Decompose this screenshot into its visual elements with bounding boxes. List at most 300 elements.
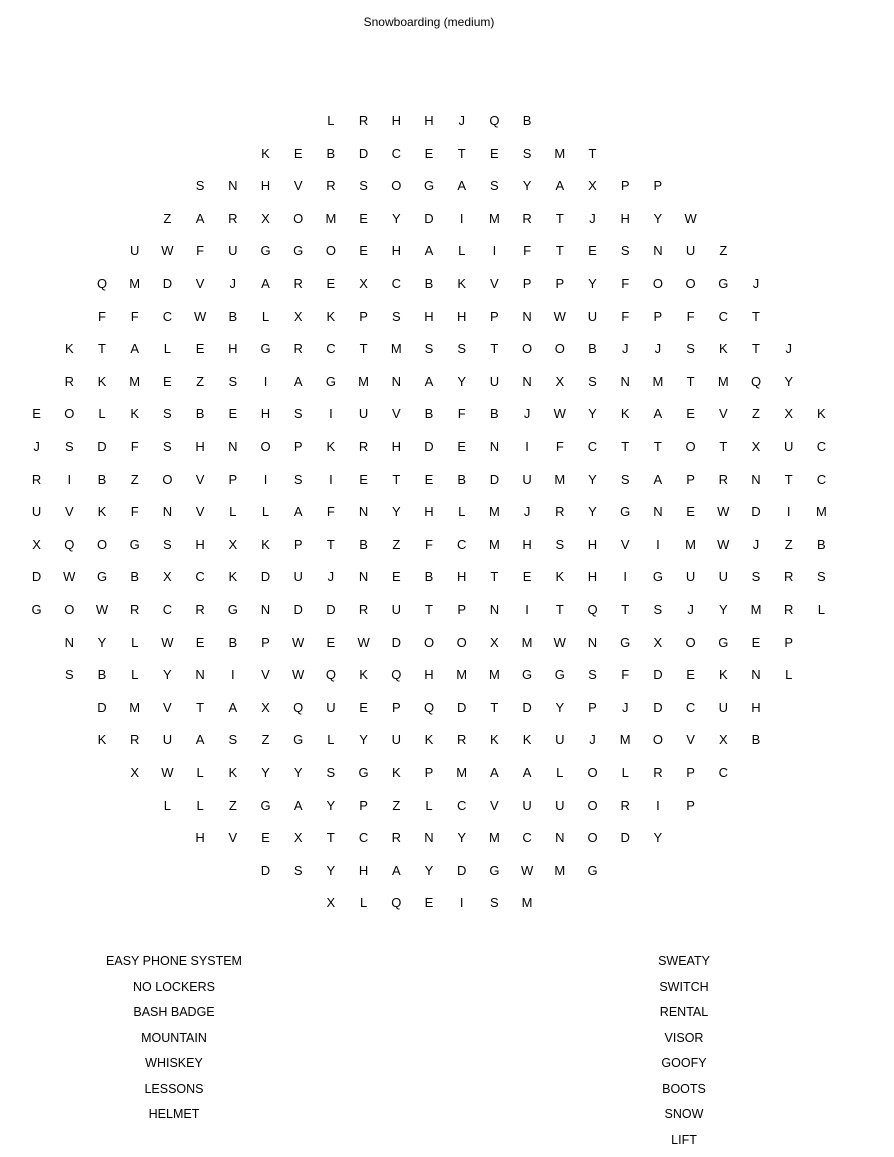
grid-letter[interactable]: S	[59, 439, 79, 455]
grid-letter[interactable]: S	[223, 732, 243, 748]
grid-letter[interactable]: X	[713, 732, 733, 748]
grid-letter[interactable]: D	[517, 700, 537, 716]
grid-letter[interactable]: H	[386, 439, 406, 455]
grid-letter[interactable]: N	[517, 374, 537, 390]
grid-letter[interactable]: F	[615, 667, 635, 683]
grid-letter[interactable]: Y	[648, 830, 668, 846]
grid-letter[interactable]: C	[190, 569, 210, 585]
grid-letter[interactable]: R	[190, 602, 210, 618]
grid-letter[interactable]: L	[354, 895, 374, 911]
grid-letter[interactable]: Q	[386, 895, 406, 911]
grid-letter[interactable]: K	[517, 732, 537, 748]
grid-letter[interactable]: N	[386, 374, 406, 390]
grid-letter[interactable]: B	[92, 472, 112, 488]
grid-letter[interactable]: Y	[583, 276, 603, 292]
grid-letter[interactable]: Z	[256, 732, 276, 748]
grid-letter[interactable]: T	[354, 341, 374, 357]
grid-letter[interactable]: B	[223, 635, 243, 651]
grid-letter[interactable]: Z	[386, 798, 406, 814]
grid-letter[interactable]: B	[517, 113, 537, 129]
grid-letter[interactable]: E	[354, 211, 374, 227]
grid-letter[interactable]: N	[648, 243, 668, 259]
grid-letter[interactable]: E	[190, 635, 210, 651]
grid-letter[interactable]: K	[484, 732, 504, 748]
grid-letter[interactable]: W	[157, 635, 177, 651]
grid-letter[interactable]: K	[223, 765, 243, 781]
grid-letter[interactable]: R	[648, 765, 668, 781]
grid-letter[interactable]: B	[223, 309, 243, 325]
grid-letter[interactable]: V	[713, 406, 733, 422]
grid-letter[interactable]: A	[484, 765, 504, 781]
grid-letter[interactable]: M	[746, 602, 766, 618]
grid-letter[interactable]: J	[517, 406, 537, 422]
grid-letter[interactable]: E	[354, 243, 374, 259]
grid-letter[interactable]: O	[321, 243, 341, 259]
grid-letter[interactable]: H	[190, 439, 210, 455]
grid-letter[interactable]: O	[583, 798, 603, 814]
grid-letter[interactable]: E	[386, 569, 406, 585]
grid-letter[interactable]: I	[779, 504, 799, 520]
grid-letter[interactable]: U	[681, 569, 701, 585]
grid-letter[interactable]: L	[811, 602, 831, 618]
grid-letter[interactable]: K	[713, 341, 733, 357]
grid-letter[interactable]: T	[484, 341, 504, 357]
grid-letter[interactable]: P	[354, 798, 374, 814]
grid-letter[interactable]: O	[288, 211, 308, 227]
grid-letter[interactable]: M	[452, 667, 472, 683]
grid-letter[interactable]: E	[288, 146, 308, 162]
grid-letter[interactable]: B	[746, 732, 766, 748]
grid-letter[interactable]: M	[550, 472, 570, 488]
grid-letter[interactable]: T	[648, 439, 668, 455]
grid-letter[interactable]: Y	[256, 765, 276, 781]
grid-letter[interactable]: M	[484, 537, 504, 553]
grid-letter[interactable]: N	[223, 178, 243, 194]
grid-letter[interactable]: X	[550, 374, 570, 390]
grid-letter[interactable]: U	[517, 472, 537, 488]
grid-letter[interactable]: Y	[321, 863, 341, 879]
grid-letter[interactable]: O	[157, 472, 177, 488]
grid-letter[interactable]: B	[419, 406, 439, 422]
grid-letter[interactable]: E	[746, 635, 766, 651]
grid-letter[interactable]: P	[419, 765, 439, 781]
grid-letter[interactable]: Z	[713, 243, 733, 259]
grid-letter[interactable]: Y	[779, 374, 799, 390]
grid-letter[interactable]: R	[354, 602, 374, 618]
grid-letter[interactable]: U	[125, 243, 145, 259]
grid-letter[interactable]: S	[321, 765, 341, 781]
grid-letter[interactable]: J	[517, 504, 537, 520]
grid-letter[interactable]: M	[484, 830, 504, 846]
grid-letter[interactable]: L	[223, 504, 243, 520]
grid-letter[interactable]: T	[484, 700, 504, 716]
grid-letter[interactable]: M	[615, 732, 635, 748]
grid-letter[interactable]: N	[223, 439, 243, 455]
grid-letter[interactable]: G	[27, 602, 47, 618]
grid-letter[interactable]: O	[59, 406, 79, 422]
grid-letter[interactable]: J	[746, 276, 766, 292]
grid-letter[interactable]: B	[583, 341, 603, 357]
grid-letter[interactable]: R	[517, 211, 537, 227]
grid-letter[interactable]: X	[583, 178, 603, 194]
grid-letter[interactable]: F	[615, 309, 635, 325]
grid-letter[interactable]: G	[550, 667, 570, 683]
grid-letter[interactable]: T	[746, 309, 766, 325]
grid-letter[interactable]: S	[811, 569, 831, 585]
grid-letter[interactable]: R	[452, 732, 472, 748]
grid-letter[interactable]: P	[386, 700, 406, 716]
grid-letter[interactable]: Y	[452, 374, 472, 390]
grid-letter[interactable]: P	[256, 635, 276, 651]
grid-letter[interactable]: D	[256, 863, 276, 879]
grid-letter[interactable]: D	[256, 569, 276, 585]
grid-letter[interactable]: U	[517, 798, 537, 814]
grid-letter[interactable]: L	[190, 798, 210, 814]
grid-letter[interactable]: K	[223, 569, 243, 585]
grid-letter[interactable]: R	[386, 830, 406, 846]
grid-letter[interactable]: T	[321, 830, 341, 846]
grid-letter[interactable]: J	[615, 341, 635, 357]
grid-letter[interactable]: E	[223, 406, 243, 422]
grid-letter[interactable]: N	[354, 504, 374, 520]
grid-letter[interactable]: J	[681, 602, 701, 618]
grid-letter[interactable]: N	[517, 309, 537, 325]
grid-letter[interactable]: Q	[59, 537, 79, 553]
grid-letter[interactable]: L	[256, 504, 276, 520]
grid-letter[interactable]: S	[615, 243, 635, 259]
grid-letter[interactable]: G	[615, 635, 635, 651]
grid-letter[interactable]: Z	[125, 472, 145, 488]
grid-letter[interactable]: L	[452, 504, 472, 520]
grid-letter[interactable]: U	[386, 732, 406, 748]
grid-letter[interactable]: S	[517, 146, 537, 162]
grid-letter[interactable]: K	[419, 732, 439, 748]
grid-letter[interactable]: O	[92, 537, 112, 553]
grid-letter[interactable]: H	[452, 309, 472, 325]
grid-letter[interactable]: H	[419, 309, 439, 325]
grid-letter[interactable]: A	[386, 863, 406, 879]
grid-letter[interactable]: H	[615, 211, 635, 227]
grid-letter[interactable]: O	[256, 439, 276, 455]
grid-letter[interactable]: U	[713, 569, 733, 585]
grid-letter[interactable]: G	[321, 374, 341, 390]
grid-letter[interactable]: S	[190, 178, 210, 194]
grid-letter[interactable]: Z	[779, 537, 799, 553]
grid-letter[interactable]: E	[157, 374, 177, 390]
grid-letter[interactable]: N	[484, 439, 504, 455]
grid-letter[interactable]: H	[583, 537, 603, 553]
grid-letter[interactable]: O	[681, 635, 701, 651]
grid-letter[interactable]: X	[321, 895, 341, 911]
grid-letter[interactable]: B	[452, 472, 472, 488]
grid-letter[interactable]: N	[615, 374, 635, 390]
grid-letter[interactable]: S	[746, 569, 766, 585]
grid-letter[interactable]: T	[550, 211, 570, 227]
grid-letter[interactable]: E	[419, 146, 439, 162]
grid-letter[interactable]: L	[256, 309, 276, 325]
grid-letter[interactable]: G	[484, 863, 504, 879]
grid-letter[interactable]: P	[354, 309, 374, 325]
grid-letter[interactable]: K	[354, 667, 374, 683]
grid-letter[interactable]: I	[223, 667, 243, 683]
grid-letter[interactable]: W	[550, 309, 570, 325]
grid-letter[interactable]: Q	[583, 602, 603, 618]
grid-letter[interactable]: M	[681, 537, 701, 553]
grid-letter[interactable]: A	[648, 472, 668, 488]
grid-letter[interactable]: M	[125, 374, 145, 390]
grid-letter[interactable]: Q	[746, 374, 766, 390]
grid-letter[interactable]: M	[452, 765, 472, 781]
grid-letter[interactable]: I	[256, 472, 276, 488]
grid-letter[interactable]: U	[288, 569, 308, 585]
grid-letter[interactable]: Z	[157, 211, 177, 227]
grid-letter[interactable]: Q	[484, 113, 504, 129]
grid-letter[interactable]: O	[648, 732, 668, 748]
grid-letter[interactable]: M	[550, 146, 570, 162]
grid-letter[interactable]: L	[92, 406, 112, 422]
grid-letter[interactable]: P	[452, 602, 472, 618]
grid-letter[interactable]: B	[354, 537, 374, 553]
grid-letter[interactable]: S	[648, 602, 668, 618]
grid-letter[interactable]: C	[517, 830, 537, 846]
grid-letter[interactable]: J	[746, 537, 766, 553]
grid-letter[interactable]: B	[321, 146, 341, 162]
grid-letter[interactable]: X	[484, 635, 504, 651]
grid-letter[interactable]: O	[681, 439, 701, 455]
grid-letter[interactable]: P	[288, 537, 308, 553]
grid-letter[interactable]: V	[59, 504, 79, 520]
grid-letter[interactable]: V	[256, 667, 276, 683]
grid-letter[interactable]: G	[583, 863, 603, 879]
grid-letter[interactable]: E	[190, 341, 210, 357]
grid-letter[interactable]: D	[92, 439, 112, 455]
grid-letter[interactable]: N	[256, 602, 276, 618]
grid-letter[interactable]: Y	[517, 178, 537, 194]
grid-letter[interactable]: D	[92, 700, 112, 716]
grid-letter[interactable]: L	[419, 798, 439, 814]
grid-letter[interactable]: J	[648, 341, 668, 357]
grid-letter[interactable]: I	[517, 602, 537, 618]
grid-letter[interactable]: Q	[386, 667, 406, 683]
grid-letter[interactable]: M	[484, 504, 504, 520]
grid-letter[interactable]: Y	[583, 406, 603, 422]
grid-letter[interactable]: A	[256, 276, 276, 292]
grid-letter[interactable]: S	[615, 472, 635, 488]
grid-letter[interactable]: W	[288, 635, 308, 651]
grid-letter[interactable]: Y	[713, 602, 733, 618]
grid-letter[interactable]: R	[354, 113, 374, 129]
grid-letter[interactable]: B	[811, 537, 831, 553]
grid-letter[interactable]: P	[517, 276, 537, 292]
grid-letter[interactable]: M	[484, 211, 504, 227]
grid-letter[interactable]: A	[419, 243, 439, 259]
grid-letter[interactable]: D	[157, 276, 177, 292]
grid-letter[interactable]: V	[190, 504, 210, 520]
grid-letter[interactable]: C	[811, 472, 831, 488]
grid-letter[interactable]: J	[615, 700, 635, 716]
grid-letter[interactable]: Z	[190, 374, 210, 390]
grid-letter[interactable]: K	[811, 406, 831, 422]
grid-letter[interactable]: T	[583, 146, 603, 162]
grid-letter[interactable]: U	[713, 700, 733, 716]
grid-letter[interactable]: B	[419, 569, 439, 585]
grid-letter[interactable]: S	[484, 895, 504, 911]
grid-letter[interactable]: A	[190, 732, 210, 748]
grid-letter[interactable]: R	[27, 472, 47, 488]
grid-letter[interactable]: R	[288, 276, 308, 292]
grid-letter[interactable]: Y	[452, 830, 472, 846]
grid-letter[interactable]: Y	[92, 635, 112, 651]
grid-letter[interactable]: D	[419, 439, 439, 455]
grid-letter[interactable]: L	[550, 765, 570, 781]
grid-letter[interactable]: S	[354, 178, 374, 194]
grid-letter[interactable]: G	[223, 602, 243, 618]
grid-letter[interactable]: K	[615, 406, 635, 422]
grid-letter[interactable]: V	[681, 732, 701, 748]
grid-letter[interactable]: D	[452, 863, 472, 879]
grid-letter[interactable]: N	[157, 504, 177, 520]
grid-letter[interactable]: P	[681, 798, 701, 814]
grid-letter[interactable]: F	[125, 504, 145, 520]
grid-letter[interactable]: T	[746, 341, 766, 357]
grid-letter[interactable]: G	[517, 667, 537, 683]
grid-letter[interactable]: V	[190, 276, 210, 292]
grid-letter[interactable]: T	[615, 439, 635, 455]
grid-letter[interactable]: S	[419, 341, 439, 357]
grid-letter[interactable]: J	[452, 113, 472, 129]
grid-letter[interactable]: K	[125, 406, 145, 422]
grid-letter[interactable]: V	[615, 537, 635, 553]
grid-letter[interactable]: G	[92, 569, 112, 585]
grid-letter[interactable]: Y	[648, 211, 668, 227]
grid-letter[interactable]: F	[452, 406, 472, 422]
grid-letter[interactable]: U	[27, 504, 47, 520]
grid-letter[interactable]: A	[288, 798, 308, 814]
grid-letter[interactable]: S	[583, 374, 603, 390]
grid-letter[interactable]: G	[615, 504, 635, 520]
grid-letter[interactable]: W	[517, 863, 537, 879]
grid-letter[interactable]: F	[190, 243, 210, 259]
grid-letter[interactable]: A	[452, 178, 472, 194]
grid-letter[interactable]: E	[681, 504, 701, 520]
grid-letter[interactable]: O	[419, 635, 439, 651]
grid-letter[interactable]: M	[517, 895, 537, 911]
grid-letter[interactable]: Y	[550, 700, 570, 716]
grid-letter[interactable]: C	[157, 309, 177, 325]
grid-letter[interactable]: L	[157, 798, 177, 814]
grid-letter[interactable]: N	[354, 569, 374, 585]
grid-letter[interactable]: R	[59, 374, 79, 390]
grid-letter[interactable]: I	[517, 439, 537, 455]
grid-letter[interactable]: U	[484, 374, 504, 390]
grid-letter[interactable]: A	[288, 504, 308, 520]
grid-letter[interactable]: H	[517, 537, 537, 553]
grid-letter[interactable]: P	[223, 472, 243, 488]
grid-letter[interactable]: D	[321, 602, 341, 618]
grid-letter[interactable]: R	[550, 504, 570, 520]
grid-letter[interactable]: H	[256, 406, 276, 422]
grid-letter[interactable]: C	[452, 537, 472, 553]
grid-letter[interactable]: W	[550, 635, 570, 651]
grid-letter[interactable]: T	[484, 569, 504, 585]
grid-letter[interactable]: R	[223, 211, 243, 227]
grid-letter[interactable]: B	[484, 406, 504, 422]
grid-letter[interactable]: H	[256, 178, 276, 194]
grid-letter[interactable]: B	[125, 569, 145, 585]
grid-letter[interactable]: W	[157, 765, 177, 781]
grid-letter[interactable]: P	[779, 635, 799, 651]
grid-letter[interactable]: G	[256, 798, 276, 814]
grid-letter[interactable]: W	[681, 211, 701, 227]
grid-letter[interactable]: A	[517, 765, 537, 781]
grid-letter[interactable]: D	[386, 635, 406, 651]
grid-letter[interactable]: C	[811, 439, 831, 455]
grid-letter[interactable]: G	[288, 732, 308, 748]
grid-letter[interactable]: O	[517, 341, 537, 357]
grid-letter[interactable]: N	[59, 635, 79, 651]
grid-letter[interactable]: L	[779, 667, 799, 683]
grid-letter[interactable]: L	[615, 765, 635, 781]
grid-letter[interactable]: D	[27, 569, 47, 585]
grid-letter[interactable]: G	[125, 537, 145, 553]
grid-letter[interactable]: X	[256, 700, 276, 716]
grid-letter[interactable]: H	[190, 537, 210, 553]
grid-letter[interactable]: G	[288, 243, 308, 259]
grid-letter[interactable]: A	[288, 374, 308, 390]
grid-letter[interactable]: X	[125, 765, 145, 781]
grid-letter[interactable]: K	[321, 439, 341, 455]
grid-letter[interactable]: P	[648, 309, 668, 325]
grid-letter[interactable]: S	[583, 667, 603, 683]
grid-letter[interactable]: U	[321, 700, 341, 716]
grid-letter[interactable]: T	[550, 602, 570, 618]
grid-letter[interactable]: M	[125, 700, 145, 716]
grid-letter[interactable]: R	[779, 569, 799, 585]
grid-letter[interactable]: L	[321, 732, 341, 748]
grid-letter[interactable]: K	[713, 667, 733, 683]
grid-letter[interactable]: R	[125, 732, 145, 748]
grid-letter[interactable]: K	[550, 569, 570, 585]
grid-letter[interactable]: D	[419, 211, 439, 227]
grid-letter[interactable]: X	[648, 635, 668, 651]
grid-letter[interactable]: R	[713, 472, 733, 488]
grid-letter[interactable]: I	[256, 374, 276, 390]
grid-letter[interactable]: S	[550, 537, 570, 553]
grid-letter[interactable]: F	[681, 309, 701, 325]
grid-letter[interactable]: T	[419, 602, 439, 618]
grid-letter[interactable]: H	[354, 863, 374, 879]
grid-letter[interactable]: L	[125, 667, 145, 683]
grid-letter[interactable]: W	[713, 537, 733, 553]
grid-letter[interactable]: S	[157, 406, 177, 422]
grid-letter[interactable]: P	[681, 472, 701, 488]
grid-letter[interactable]: F	[125, 309, 145, 325]
grid-letter[interactable]: T	[386, 472, 406, 488]
grid-letter[interactable]: C	[386, 276, 406, 292]
grid-letter[interactable]: V	[223, 830, 243, 846]
grid-letter[interactable]: E	[27, 406, 47, 422]
grid-letter[interactable]: O	[59, 602, 79, 618]
grid-letter[interactable]: U	[386, 602, 406, 618]
grid-letter[interactable]: H	[419, 667, 439, 683]
grid-letter[interactable]: O	[648, 276, 668, 292]
grid-letter[interactable]: R	[125, 602, 145, 618]
grid-letter[interactable]: C	[713, 765, 733, 781]
grid-letter[interactable]: O	[583, 765, 603, 781]
grid-letter[interactable]: H	[386, 113, 406, 129]
grid-letter[interactable]: N	[484, 602, 504, 618]
grid-letter[interactable]: Y	[583, 504, 603, 520]
